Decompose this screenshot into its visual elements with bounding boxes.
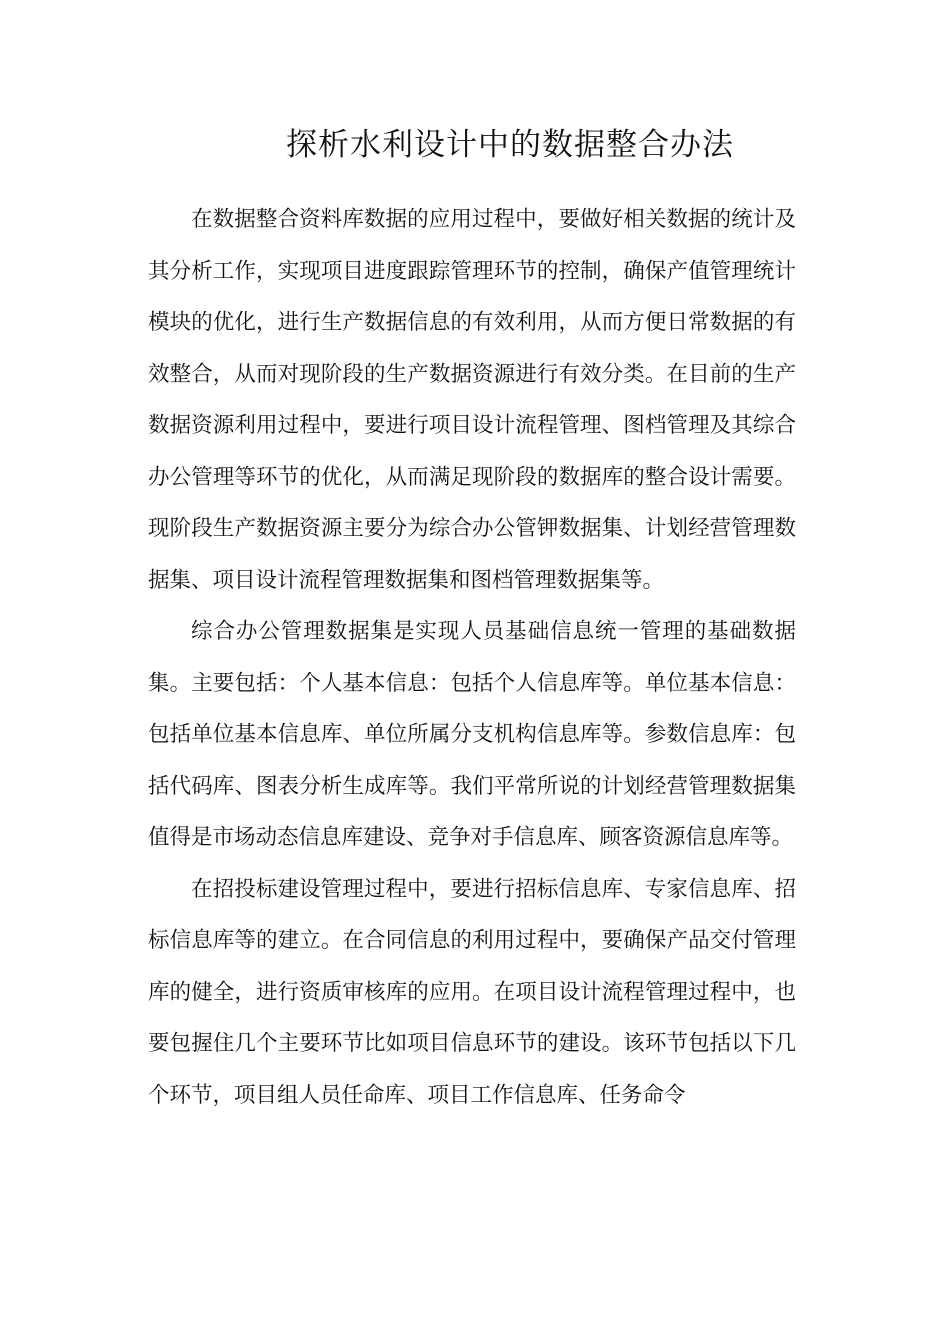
paragraph-2: 综合办公管理数据集是实现人员基础信息统一管理的基础数据集。主要包括：个人基本信息：包括个人信息库等。单位基本信息：包括单位基本信息库、单位所属分支机构信息库等。参数信息库：包括代码库、图表分析生成库等。我们平常所说的计划经营管理数据集值得是市场动态信息库建设、竞争对手信息库、顾客资源信息库等。	[148, 619, 796, 850]
document-body	[148, 194, 796, 1121]
paragraph-1: 在数据整合资料库数据的应用过程中，要做好相关数据的统计及其分析工作，实现项目进度跟踪管理环节的控制，确保产值管理统计模块的优化，进行生产数据信息的有效利用，从而方便日常数据的有效整合，从而对现阶段的生产数据资源进行有效分类。在目前的生产数据资源利用过程中，要进行项目设计流程管理、图档管理及其综合办公管理等环节的优化，从而满足现阶段的数据库的整合设计需要。现阶段生产数据资源主要分为综合办公管钾数据集、计划经营管理数据集、项目设计流程管理数据集和图档管理数据集等。	[148, 207, 796, 593]
paragraph-3: 在招投标建设管理过程中，要进行招标信息库、专家信息库、招标信息库等的建立。在合同信息的利用过程中，要确保产品交付管理库的健全，进行资质审核库的应用。在项目设计流程管理过程中，也要包握住几个主要环节比如项目信息环节的建设。该环节包括以下几个环节，项目组人员任命库、项目工作信息库、任务命令	[148, 876, 796, 1108]
document-title: 探析水利设计中的数据整合办法	[286, 127, 734, 163]
